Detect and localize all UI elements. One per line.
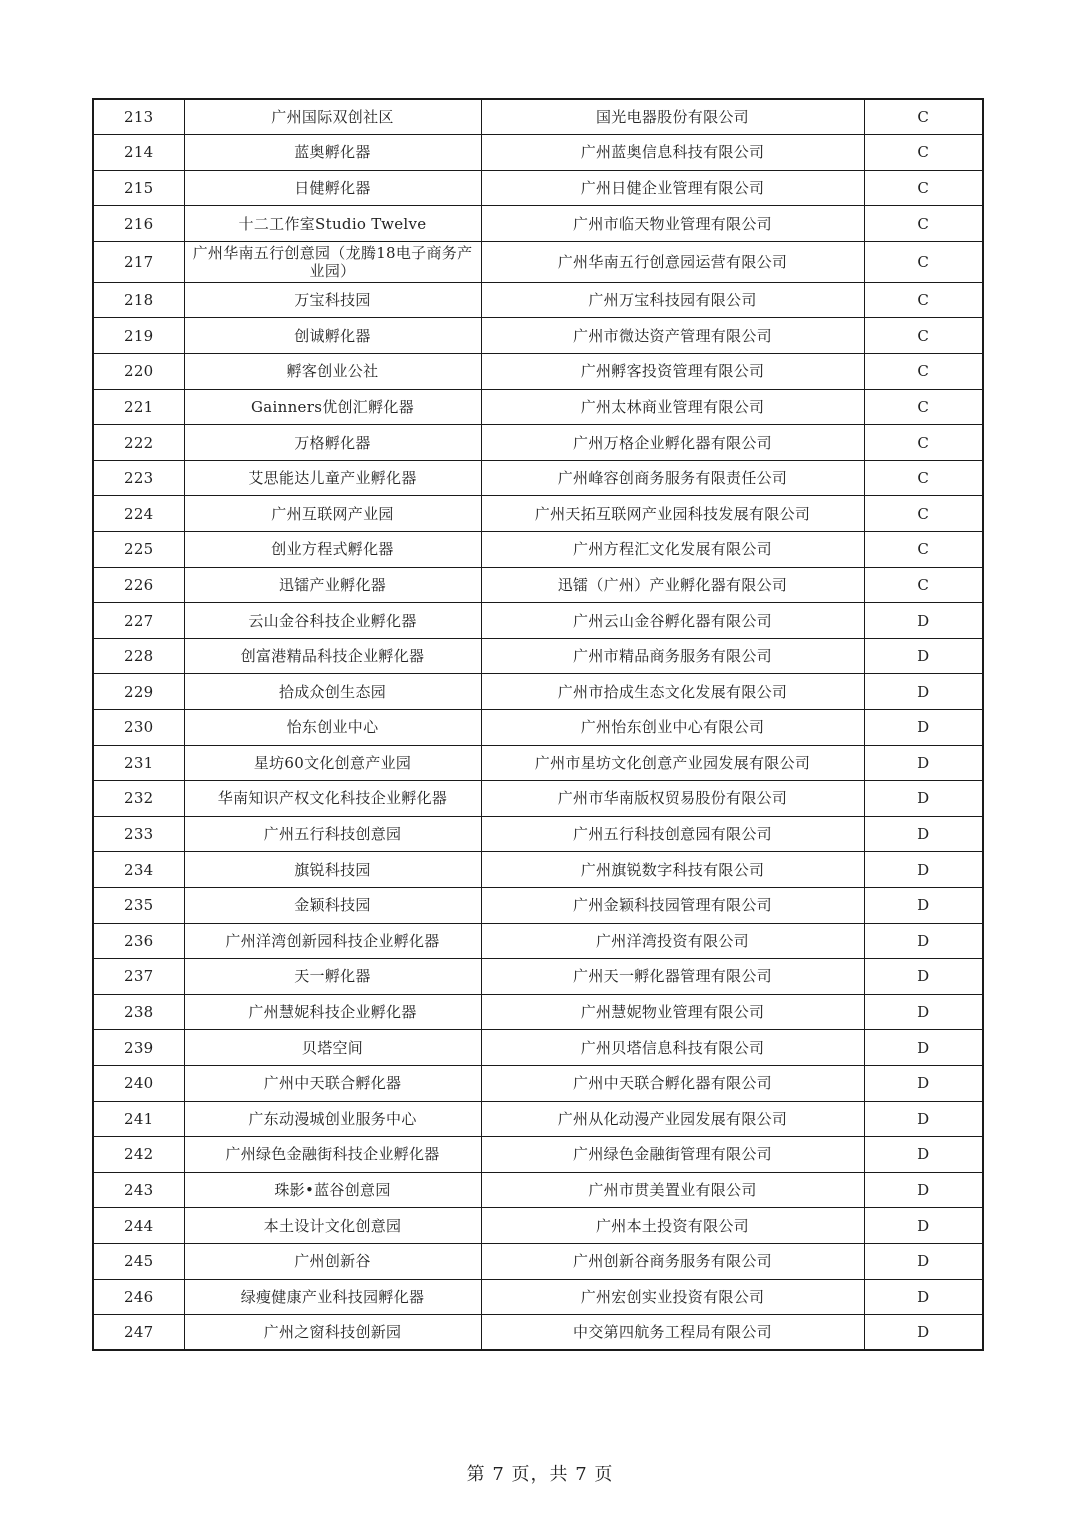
row-number: 229 (93, 674, 184, 710)
table-row (93, 959, 983, 995)
row-number: 219 (93, 318, 184, 354)
table-row (93, 354, 983, 390)
incubator-name: 绿瘦健康产业科技园孵化器 (184, 1279, 481, 1315)
operating-company: 广州市华南版权贸易股份有限公司 (481, 781, 864, 817)
operating-company: 广州蓝奥信息科技有限公司 (481, 135, 864, 171)
grade: C (864, 532, 983, 568)
row-number: 240 (93, 1065, 184, 1101)
operating-company: 广州方程汇文化发展有限公司 (481, 532, 864, 568)
grade: D (864, 1030, 983, 1066)
row-number: 223 (93, 460, 184, 496)
grade: D (864, 816, 983, 852)
grade: D (864, 674, 983, 710)
table-row (93, 1172, 983, 1208)
incubator-name: 本土设计文化创意园 (184, 1208, 481, 1244)
table-row (93, 994, 983, 1030)
row-number: 214 (93, 135, 184, 171)
operating-company: 广州宏创实业投资有限公司 (481, 1279, 864, 1315)
operating-company: 广州天拓互联网产业园科技发展有限公司 (481, 496, 864, 532)
incubator-name: 创富港精品科技企业孵化器 (184, 638, 481, 674)
table-row (93, 923, 983, 959)
row-number: 237 (93, 959, 184, 995)
grade: C (864, 282, 983, 318)
incubator-name: 广州国际双创社区 (184, 99, 481, 135)
grade: C (864, 496, 983, 532)
incubator-table (92, 98, 984, 1351)
incubator-name: 拾成众创生态园 (184, 674, 481, 710)
table-row (93, 638, 983, 674)
table-row (93, 425, 983, 461)
operating-company: 广州市星坊文化创意产业园发展有限公司 (481, 745, 864, 781)
table-row (93, 710, 983, 746)
incubator-name: Gainners优创汇孵化器 (184, 389, 481, 425)
operating-company: 广州日健企业管理有限公司 (481, 170, 864, 206)
grade: D (864, 1137, 983, 1173)
table-row (93, 567, 983, 603)
row-number: 232 (93, 781, 184, 817)
table-row (93, 389, 983, 425)
operating-company: 广州洋湾投资有限公司 (481, 923, 864, 959)
row-number: 238 (93, 994, 184, 1030)
operating-company: 广州万宝科技园有限公司 (481, 282, 864, 318)
operating-company: 广州孵客投资管理有限公司 (481, 354, 864, 390)
operating-company: 广州市微达资产管理有限公司 (481, 318, 864, 354)
incubator-name: 十二工作室Studio Twelve (184, 206, 481, 242)
row-number: 246 (93, 1279, 184, 1315)
grade: C (864, 389, 983, 425)
incubator-name: 广州华南五行创意园（龙腾18电子商务产业园） (184, 241, 481, 282)
operating-company: 广州金颖科技园管理有限公司 (481, 887, 864, 923)
row-number: 233 (93, 816, 184, 852)
operating-company: 中交第四航务工程局有限公司 (481, 1315, 864, 1351)
row-number: 242 (93, 1137, 184, 1173)
incubator-name: 日健孵化器 (184, 170, 481, 206)
row-number: 234 (93, 852, 184, 888)
table-row (93, 241, 983, 282)
operating-company: 广州市精品商务服务有限公司 (481, 638, 864, 674)
row-number: 217 (93, 241, 184, 282)
row-number: 226 (93, 567, 184, 603)
grade: C (864, 460, 983, 496)
operating-company: 广州贝塔信息科技有限公司 (481, 1030, 864, 1066)
row-number: 239 (93, 1030, 184, 1066)
operating-company: 广州怡东创业中心有限公司 (481, 710, 864, 746)
row-number: 216 (93, 206, 184, 242)
incubator-name: 创诚孵化器 (184, 318, 481, 354)
table-row (93, 745, 983, 781)
operating-company: 广州云山金谷孵化器有限公司 (481, 603, 864, 639)
row-number: 227 (93, 603, 184, 639)
table-row (93, 816, 983, 852)
grade: D (864, 745, 983, 781)
row-number: 235 (93, 887, 184, 923)
incubator-name: 广州慧妮科技企业孵化器 (184, 994, 481, 1030)
incubator-name: 珠影•蓝谷创意园 (184, 1172, 481, 1208)
grade: C (864, 135, 983, 171)
table-row (93, 206, 983, 242)
operating-company: 广州绿色金融街管理有限公司 (481, 1137, 864, 1173)
table-row (93, 99, 983, 135)
incubator-name: 广州绿色金融街科技企业孵化器 (184, 1137, 481, 1173)
table-row (93, 170, 983, 206)
grade: D (864, 603, 983, 639)
row-number: 228 (93, 638, 184, 674)
incubator-name: 万格孵化器 (184, 425, 481, 461)
grade: D (864, 1315, 983, 1351)
grade: C (864, 318, 983, 354)
grade: D (864, 923, 983, 959)
operating-company: 广州本土投资有限公司 (481, 1208, 864, 1244)
row-number: 247 (93, 1315, 184, 1351)
row-number: 245 (93, 1243, 184, 1279)
incubator-name: 广州中天联合孵化器 (184, 1065, 481, 1101)
row-number: 221 (93, 389, 184, 425)
grade: C (864, 567, 983, 603)
grade: D (864, 1243, 983, 1279)
table-row (93, 603, 983, 639)
incubator-name: 蓝奥孵化器 (184, 135, 481, 171)
row-number: 218 (93, 282, 184, 318)
operating-company: 广州华南五行创意园运营有限公司 (481, 241, 864, 282)
grade: D (864, 887, 983, 923)
incubator-name: 迅镭产业孵化器 (184, 567, 481, 603)
incubator-name: 贝塔空间 (184, 1030, 481, 1066)
incubator-name: 天一孵化器 (184, 959, 481, 995)
table-row (93, 496, 983, 532)
row-number: 236 (93, 923, 184, 959)
table-row (93, 1137, 983, 1173)
operating-company: 广州市临天物业管理有限公司 (481, 206, 864, 242)
operating-company: 国光电器股份有限公司 (481, 99, 864, 135)
incubator-name: 云山金谷科技企业孵化器 (184, 603, 481, 639)
operating-company: 广州天一孵化器管理有限公司 (481, 959, 864, 995)
incubator-name: 广州洋湾创新园科技企业孵化器 (184, 923, 481, 959)
grade: C (864, 206, 983, 242)
row-number: 213 (93, 99, 184, 135)
grade: D (864, 1279, 983, 1315)
operating-company: 迅镭（广州）产业孵化器有限公司 (481, 567, 864, 603)
grade: D (864, 1172, 983, 1208)
table-row (93, 1279, 983, 1315)
table-row (93, 282, 983, 318)
table-row (93, 1208, 983, 1244)
incubator-name: 怡东创业中心 (184, 710, 481, 746)
table-row (93, 318, 983, 354)
incubator-name: 旗锐科技园 (184, 852, 481, 888)
grade: D (864, 994, 983, 1030)
row-number: 224 (93, 496, 184, 532)
table-row (93, 781, 983, 817)
incubator-name: 广州之窗科技创新园 (184, 1315, 481, 1351)
operating-company: 广州万格企业孵化器有限公司 (481, 425, 864, 461)
row-number: 241 (93, 1101, 184, 1137)
grade: C (864, 425, 983, 461)
grade: C (864, 99, 983, 135)
incubator-name: 创业方程式孵化器 (184, 532, 481, 568)
table-row (93, 460, 983, 496)
operating-company: 广州市拾成生态文化发展有限公司 (481, 674, 864, 710)
row-number: 215 (93, 170, 184, 206)
grade: D (864, 852, 983, 888)
operating-company: 广州旗锐数字科技有限公司 (481, 852, 864, 888)
operating-company: 广州慧妮物业管理有限公司 (481, 994, 864, 1030)
table-row (93, 1065, 983, 1101)
page-footer: 第 7 页，共 7 页 (466, 1464, 614, 1485)
table-row (93, 674, 983, 710)
operating-company: 广州五行科技创意园有限公司 (481, 816, 864, 852)
grade: C (864, 241, 983, 282)
grade: D (864, 1065, 983, 1101)
table-row (93, 135, 983, 171)
row-number: 231 (93, 745, 184, 781)
table-body (93, 99, 983, 1350)
grade: C (864, 170, 983, 206)
table-row (93, 1315, 983, 1351)
grade: D (864, 710, 983, 746)
table-row (93, 887, 983, 923)
grade: D (864, 1101, 983, 1137)
table-row (93, 1030, 983, 1066)
row-number: 244 (93, 1208, 184, 1244)
incubator-name: 金颖科技园 (184, 887, 481, 923)
row-number: 230 (93, 710, 184, 746)
row-number: 222 (93, 425, 184, 461)
table-row (93, 1101, 983, 1137)
grade: C (864, 354, 983, 390)
incubator-name: 艾思能达儿童产业孵化器 (184, 460, 481, 496)
table-row (93, 532, 983, 568)
incubator-name: 万宝科技园 (184, 282, 481, 318)
incubator-name: 广州五行科技创意园 (184, 816, 481, 852)
incubator-name: 广东动漫城创业服务中心 (184, 1101, 481, 1137)
grade: D (864, 1208, 983, 1244)
grade: D (864, 638, 983, 674)
operating-company: 广州从化动漫产业园发展有限公司 (481, 1101, 864, 1137)
row-number: 243 (93, 1172, 184, 1208)
grade: D (864, 959, 983, 995)
incubator-name: 广州互联网产业园 (184, 496, 481, 532)
operating-company: 广州市贯美置业有限公司 (481, 1172, 864, 1208)
incubator-name: 孵客创业公社 (184, 354, 481, 390)
incubator-name: 星坊60文化创意产业园 (184, 745, 481, 781)
grade: D (864, 781, 983, 817)
table-row (93, 1243, 983, 1279)
operating-company: 广州中天联合孵化器有限公司 (481, 1065, 864, 1101)
incubator-name: 华南知识产权文化科技企业孵化器 (184, 781, 481, 817)
operating-company: 广州太林商业管理有限公司 (481, 389, 864, 425)
row-number: 225 (93, 532, 184, 568)
operating-company: 广州创新谷商务服务有限公司 (481, 1243, 864, 1279)
table-row (93, 852, 983, 888)
incubator-name: 广州创新谷 (184, 1243, 481, 1279)
operating-company: 广州峰容创商务服务有限责任公司 (481, 460, 864, 496)
row-number: 220 (93, 354, 184, 390)
